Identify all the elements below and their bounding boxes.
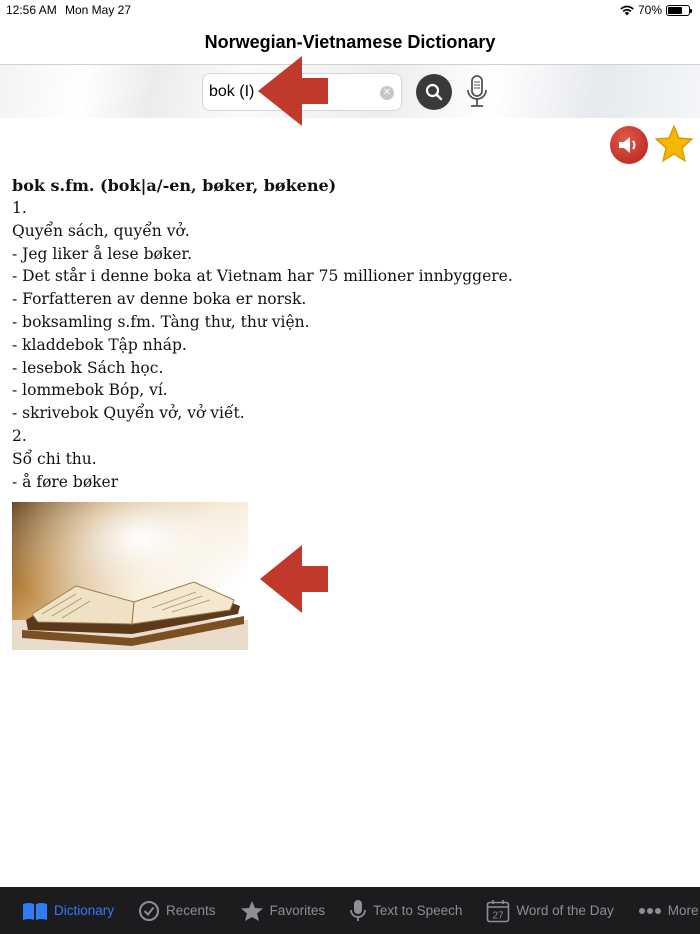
clock-check-icon xyxy=(138,900,160,922)
voice-search-button[interactable] xyxy=(464,74,490,110)
star-icon xyxy=(240,900,264,922)
definition-line: Quyển sách, quyển vở. xyxy=(12,221,190,240)
tab-more[interactable] xyxy=(638,903,699,918)
microphone-icon xyxy=(464,74,490,110)
pronounce-button[interactable] xyxy=(610,126,648,164)
status-date: Mon May 27 xyxy=(65,3,132,17)
star-icon xyxy=(654,124,694,164)
tab-recents[interactable] xyxy=(138,900,216,922)
battery-icon xyxy=(666,5,690,16)
definition-line: - Det står i denne boka at Vietnam har 75 millioner innbyggere. xyxy=(12,267,513,286)
tab-label: Dictionary xyxy=(54,903,115,918)
calendar-day: 27 xyxy=(492,910,504,921)
definition-line: - lesebok Sách học. xyxy=(12,358,164,377)
search-icon xyxy=(424,82,444,102)
more-dots-icon xyxy=(638,907,662,915)
tab-label: More xyxy=(667,903,699,918)
tab-text-to-speech[interactable] xyxy=(349,899,462,923)
tab-label: Text to Speech xyxy=(373,903,463,918)
speaker-icon xyxy=(618,135,640,155)
annotation-arrow-icon xyxy=(258,56,330,126)
status-right xyxy=(620,3,690,17)
annotation-arrow-icon xyxy=(260,545,330,613)
definition-line: - Forfatteren av denne boka er norsk. xyxy=(12,290,307,309)
tab-label: Word of the Day xyxy=(516,903,614,918)
definition-line: Sổ chi thu. xyxy=(12,449,97,468)
calendar-icon xyxy=(486,899,510,923)
definition-line: - skrivebok Quyển vở, vở viết. xyxy=(12,404,245,423)
tab-word-of-the-day[interactable] xyxy=(486,899,613,923)
book-icon xyxy=(22,901,48,921)
status-time: 12:56 AM xyxy=(6,3,57,17)
definition-content xyxy=(12,175,692,493)
search-bar xyxy=(0,64,700,118)
favorite-button[interactable] xyxy=(654,124,694,164)
tab-favorites[interactable] xyxy=(240,900,326,922)
tab-label: Favorites xyxy=(269,903,326,918)
definition-line: - Jeg liker å lese bøker. xyxy=(12,244,193,263)
search-button[interactable] xyxy=(416,74,452,110)
book-image xyxy=(12,502,248,650)
battery-percent: 70% xyxy=(637,3,662,17)
definition-line: - boksamling s.fm. Tàng thư, thư viện. xyxy=(12,312,310,331)
definition-line: - kladdebok Tập nháp. xyxy=(12,335,187,354)
headword: bok s.fm. (bok|a/-en, bøker, bøkene) xyxy=(12,176,337,195)
definition-line: - lommebok Bóp, ví. xyxy=(12,381,168,400)
definition-line: 1. xyxy=(12,199,27,217)
clear-icon[interactable]: ✕ xyxy=(380,86,394,100)
definition-line: 2. xyxy=(12,426,27,445)
tab-label: Recents xyxy=(166,903,216,918)
navigation-bar xyxy=(0,20,700,64)
app-title: Norwegian-Vietnamese Dictionary xyxy=(204,32,496,52)
wifi-icon xyxy=(620,5,634,16)
microphone-icon xyxy=(349,899,367,923)
tab-bar xyxy=(0,887,700,934)
status-bar xyxy=(0,0,700,20)
tab-dictionary[interactable] xyxy=(22,901,114,921)
definition-line: - å føre bøker xyxy=(12,472,119,491)
